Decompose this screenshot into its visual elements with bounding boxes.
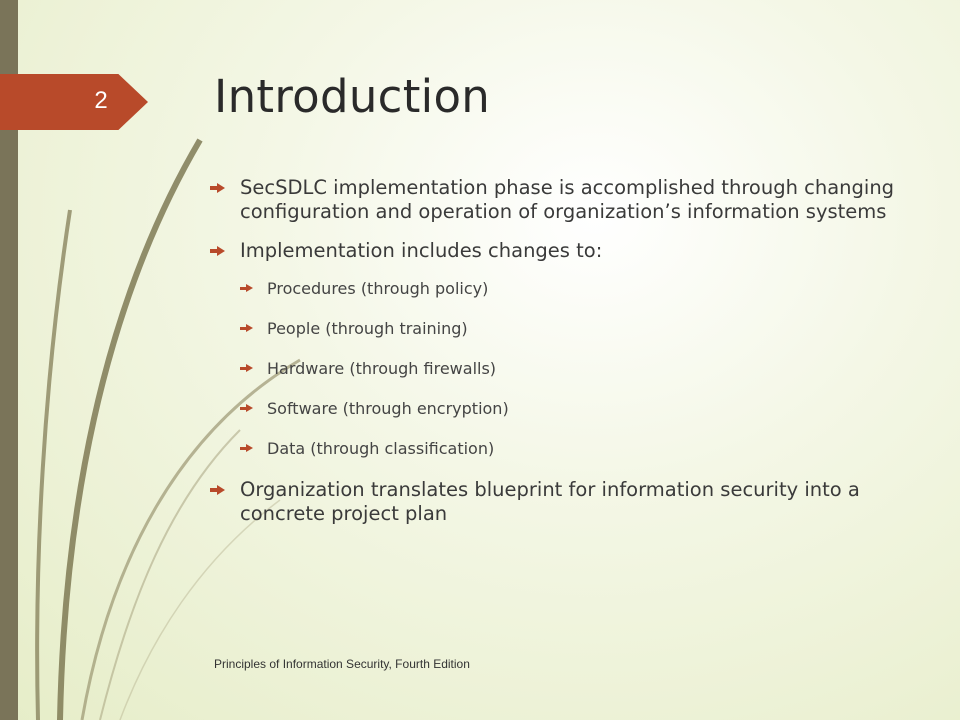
slide-footer: Principles of Information Security, Fourth Edition (214, 657, 470, 671)
sub-bullet-item (240, 398, 920, 420)
slide-title: Introduction (214, 70, 491, 123)
bullet-text: SecSDLC implementation phase is accomplished through changing configuration and operation of organization’s information systems (240, 176, 895, 223)
sub-bullet-item (240, 278, 920, 300)
sub-bullet-text: Software (through encryption) (267, 399, 509, 418)
arrow-right-icon (240, 364, 253, 373)
slide-number-flag (0, 74, 148, 130)
sub-bullet-item (240, 318, 920, 340)
bullet-list (210, 176, 920, 541)
arrow-right-icon (240, 324, 253, 333)
bullet-item (210, 239, 920, 263)
arrow-right-icon (240, 404, 253, 413)
arrow-right-icon (240, 284, 253, 293)
sub-bullet-text: Hardware (through firewalls) (267, 359, 497, 378)
arrow-right-icon (240, 444, 253, 453)
sub-bullet-text: Procedures (through policy) (267, 279, 489, 298)
bullet-item (210, 176, 920, 224)
sub-bullet-item (240, 358, 920, 380)
bullet-item (210, 478, 920, 526)
arrow-right-icon (210, 246, 225, 256)
bullet-text: Implementation includes changes to: (240, 239, 603, 262)
arrow-right-icon (210, 485, 225, 495)
slide-number: 2 (94, 87, 108, 114)
arrow-right-icon (210, 183, 225, 193)
sub-bullet-text: Data (through classification) (267, 439, 495, 458)
sub-bullet-text: People (through training) (267, 319, 468, 338)
sub-bullet-item (240, 438, 920, 460)
bullet-text: Organization translates blueprint for information security into a concrete project plan (240, 478, 860, 525)
